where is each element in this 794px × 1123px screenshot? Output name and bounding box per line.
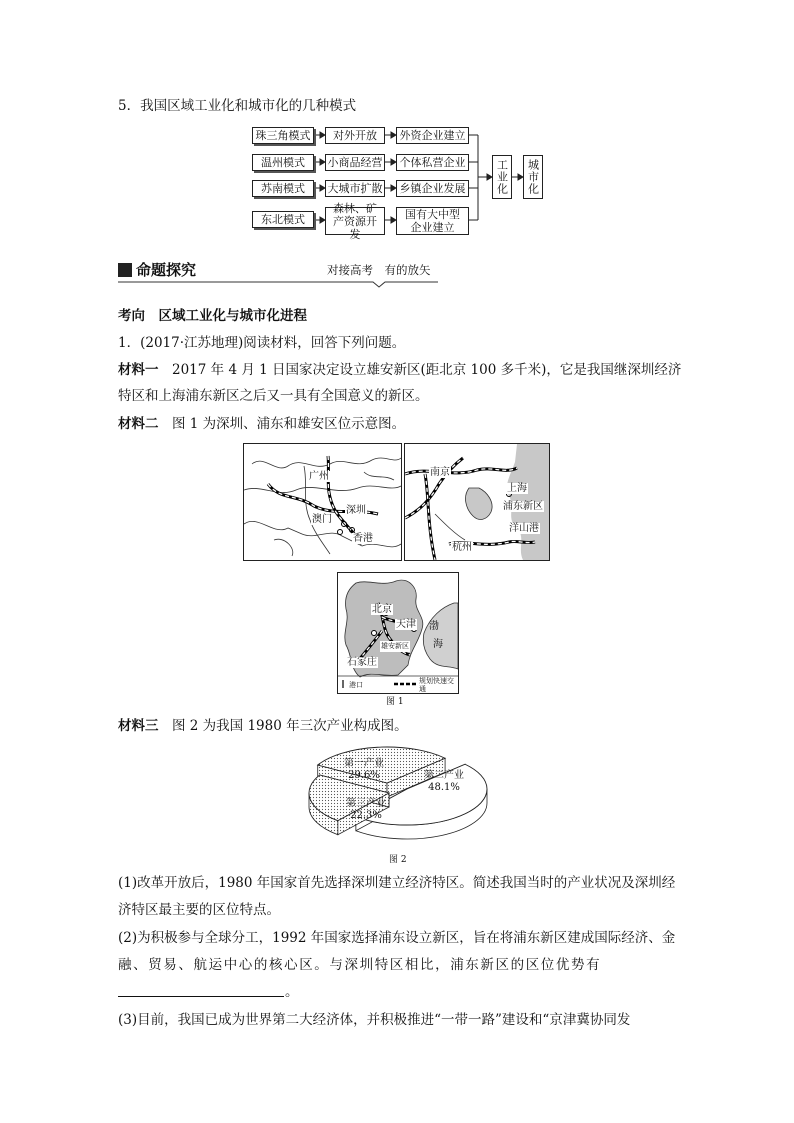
banner-square-icon (118, 263, 132, 277)
map3-label-beijing: 北京 (372, 604, 392, 615)
mode-box-sunan: 苏南模式 (252, 180, 314, 197)
figure2-caption: 图 2 (389, 855, 407, 865)
map3-legend-port: 港口 (349, 681, 363, 689)
map-shenzhen (243, 443, 402, 561)
result-box-3: 国有大中型企业建立 (396, 207, 469, 235)
q2-line1: (2)为积极参与全球分工，1992 年国家选择浦东设立新区，旨在将浦东新区建成国际经济、金 (118, 930, 676, 946)
map3-label-shijiazhuang: 石家庄 (347, 657, 377, 668)
banner-underline (118, 279, 438, 289)
map-xiongan (337, 572, 459, 694)
figure1-caption: 图 1 (386, 697, 404, 707)
banner-subtitle: 对接高考 有的放矢 (327, 263, 431, 277)
map-pudong (404, 443, 550, 561)
map-xiongan-drawing (338, 573, 458, 693)
driver-box-2: 大城市扩散 (325, 180, 385, 197)
q1-line2: 济特区最主要的区位特点。 (118, 902, 280, 918)
driver-box-1: 小商品经营 (325, 154, 385, 171)
pie-category-primary: 第一产业 (344, 758, 384, 769)
map2-label-pudong: 浦东新区 (503, 501, 543, 512)
q2-line2: 融、贸易、航运中心的核心区。与深圳特区相比，浦东新区的区位优势有 (118, 957, 602, 973)
section-heading: 5．我国区域工业化和城市化的几种模式 (118, 98, 357, 114)
q2-end: 。 (285, 984, 299, 1000)
mode-box-zhusanjiao: 珠三角模式 (252, 127, 314, 144)
material2 (118, 414, 405, 434)
material3 (118, 716, 408, 736)
map3-label-xiongan: 雄安新区 (381, 642, 409, 650)
map3-label-bohai1: 渤 (429, 621, 439, 632)
material3-text: 图 2 为我国 1980 年三次产业构成图。 (158, 718, 408, 734)
material1-line2: 特区和上海浦东新区之后又一具有全国意义的新区。 (118, 388, 429, 404)
industrialization-label: 工业化 (495, 159, 509, 195)
urbanization-box (523, 155, 543, 199)
map2-label-nanjing: 南京 (430, 467, 450, 478)
map1-label-aomen: 澳门 (312, 514, 332, 525)
map1-label-shenzhen: 深圳 (346, 505, 366, 516)
pie-value-secondary: 48.1% (428, 782, 460, 793)
map1-label-xianggang: 香港 (353, 533, 373, 544)
pie-value-primary: 29.6% (348, 770, 380, 781)
material2-text: 图 1 为深圳、浦东和雄安区位示意图。 (158, 416, 406, 432)
map-shenzhen-drawing (244, 444, 401, 560)
industrialization-box (492, 155, 512, 199)
exam-direction: 考向 区域工业化与城市化进程 (118, 308, 307, 324)
pie-category-secondary: 第二产业 (424, 770, 464, 781)
pie-chart-svg (300, 745, 500, 850)
pie-label-secondary (416, 770, 472, 794)
map1-label-guangzhou: 广州 (309, 471, 329, 482)
result-box-2: 乡镇企业发展 (396, 180, 469, 197)
map3-legend-rail: 规划快速交通 (418, 677, 458, 693)
driver-box-0: 对外开放 (325, 127, 385, 144)
map3-label-bohai2: 海 (433, 639, 443, 650)
driver-box-3: 森林、矿产资源开发 (325, 207, 385, 235)
material3-label: 材料三 (118, 718, 159, 734)
mode-box-wenzhou: 温州模式 (252, 154, 314, 171)
map2-label-shanghai: 上海 (507, 483, 527, 494)
question-intro: 1．(2017·江苏地理)阅读材料，回答下列问题。 (118, 335, 406, 351)
q1-line1: (1)改革开放后，1980 年国家首先选择深圳建立经济特区。简述我国当时的产业状况及深圳经 (118, 875, 676, 891)
material2-label: 材料二 (118, 416, 159, 432)
material1-text: 2017 年 4 月 1 日国家决定设立雄安新区(距北京 100 多千米)，它是我国继深圳经济 (158, 362, 682, 378)
pie-category-tertiary: 第三产业 (346, 798, 386, 809)
result-box-0: 外资企业建立 (396, 127, 469, 144)
material1-line1 (118, 360, 681, 380)
result-box-1: 个体私营企业 (396, 154, 469, 171)
pie-label-tertiary (336, 798, 396, 822)
q3-line1: (3)目前，我国已成为世界第二大经济体，并积极推进“一带一路”建设和“京津冀协同发 (118, 1012, 631, 1028)
material1-label: 材料一 (118, 362, 159, 378)
map2-label-hangzhou: 杭州 (452, 542, 472, 553)
pie-label-primary (334, 758, 394, 782)
banner-title: 命题探究 (136, 261, 197, 279)
q2-answer-blank[interactable] (118, 996, 284, 997)
mode-box-dongbei: 东北模式 (252, 211, 314, 228)
urbanization-label: 城市化 (526, 159, 540, 195)
map2-label-yangshan: 洋山港 (509, 523, 539, 534)
pie-value-tertiary: 22.3% (350, 810, 382, 821)
industry-pie-chart (300, 745, 500, 850)
map3-label-tianjin: 天津 (396, 619, 416, 630)
